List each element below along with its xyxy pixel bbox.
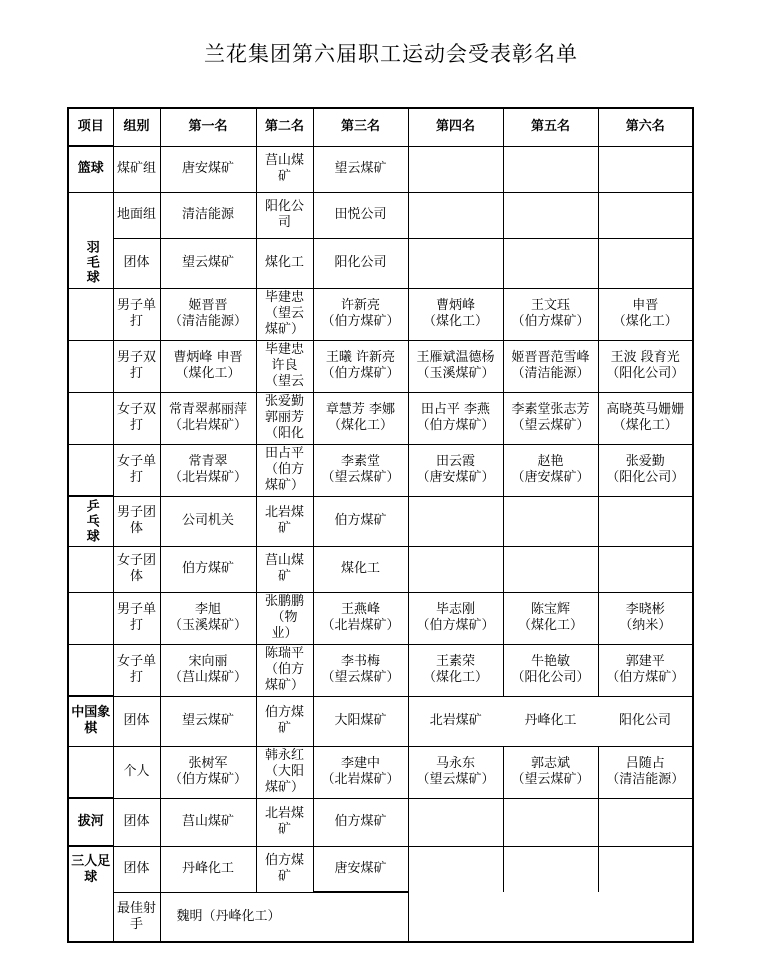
place-cell: 伯方煤矿 bbox=[160, 546, 256, 592]
place-cell: 毕志刚 （伯方煤矿） bbox=[408, 592, 503, 644]
place-cell: 望云煤矿 bbox=[160, 238, 256, 288]
group-cell: 男子双打 bbox=[113, 340, 160, 392]
category-blank bbox=[68, 592, 113, 644]
place-cell bbox=[408, 146, 503, 192]
group-cell: 煤矿组 bbox=[113, 146, 160, 192]
place-cell bbox=[503, 496, 598, 546]
place-cell bbox=[598, 846, 693, 892]
place-cell: 姬晋晋范雪峰 （清洁能源） bbox=[503, 340, 598, 392]
place-cell bbox=[598, 546, 693, 592]
category-blank bbox=[68, 546, 113, 592]
place-cell: 煤化工 bbox=[313, 546, 408, 592]
table-row bbox=[68, 892, 693, 942]
place-cell: 北岩煤 矿 bbox=[256, 496, 313, 546]
header-cell: 第四名 bbox=[408, 108, 503, 146]
table-row bbox=[68, 644, 693, 696]
place-cell bbox=[408, 238, 503, 288]
place-cell bbox=[598, 238, 693, 288]
header-cell: 第六名 bbox=[598, 108, 693, 146]
header-cell: 第二名 bbox=[256, 108, 313, 146]
place-cell: 常青翠 （北岩煤矿） bbox=[160, 444, 256, 496]
place-cell: 李建中 （北岩煤矿） bbox=[313, 746, 408, 798]
place-cell: 张树军 （伯方煤矿） bbox=[160, 746, 256, 798]
place-cell: 煤化工 bbox=[256, 238, 313, 288]
table-row bbox=[68, 798, 693, 846]
blank-cell bbox=[408, 892, 693, 942]
place-cell: 北岩煤矿 bbox=[408, 696, 503, 746]
place-cell: 王波 段育光 （阳化公司） bbox=[598, 340, 693, 392]
group-cell: 团体 bbox=[113, 798, 160, 846]
table-row bbox=[68, 846, 693, 892]
table-row bbox=[68, 340, 693, 392]
table-row bbox=[68, 444, 693, 496]
best-shooter-label: 最佳射手 bbox=[113, 892, 160, 942]
place-cell: 申晋 （煤化工） bbox=[598, 288, 693, 340]
place-cell: 陈宝辉 （煤化工） bbox=[503, 592, 598, 644]
place-cell: 望云煤矿 bbox=[160, 696, 256, 746]
place-cell bbox=[503, 846, 598, 892]
place-cell: 田占平 李燕 （伯方煤矿） bbox=[408, 392, 503, 444]
place-cell: 伯方煤 矿 bbox=[256, 696, 313, 746]
group-cell: 地面组 bbox=[113, 192, 160, 238]
table-row bbox=[68, 546, 693, 592]
category-blank bbox=[68, 892, 113, 942]
place-cell: 毕建忠 许良 （望云 bbox=[256, 340, 313, 392]
place-cell: 高晓英马姗姗 （煤化工） bbox=[598, 392, 693, 444]
place-cell: 田悦公司 bbox=[313, 192, 408, 238]
header-cell: 项目 bbox=[68, 108, 113, 146]
place-cell: 曹炳峰 申晋 （煤化工） bbox=[160, 340, 256, 392]
place-cell: 张爱勤 郭丽芳 （阳化 bbox=[256, 392, 313, 444]
place-cell: 北岩煤 矿 bbox=[256, 798, 313, 846]
table-row bbox=[68, 696, 693, 746]
group-cell: 个人 bbox=[113, 746, 160, 798]
place-cell: 田占平 （伯方 煤矿） bbox=[256, 444, 313, 496]
table-row bbox=[68, 746, 693, 798]
place-cell bbox=[408, 798, 503, 846]
place-cell: 宋向丽 （莒山煤矿） bbox=[160, 644, 256, 696]
place-cell: 马永东 （望云煤矿） bbox=[408, 746, 503, 798]
category-blank bbox=[68, 644, 113, 696]
place-cell: 清洁能源 bbox=[160, 192, 256, 238]
category-blank bbox=[68, 392, 113, 444]
place-cell: 阳化公司 bbox=[598, 696, 693, 746]
header-row bbox=[68, 108, 693, 146]
place-cell bbox=[598, 496, 693, 546]
category-chess: 中国象棋 bbox=[68, 696, 113, 746]
table-row bbox=[68, 392, 693, 444]
category-blank bbox=[68, 288, 113, 340]
place-cell: 吕随占 （清洁能源） bbox=[598, 746, 693, 798]
place-cell: 毕建忠 （望云 煤矿） bbox=[256, 288, 313, 340]
place-cell: 赵艳 （唐安煤矿） bbox=[503, 444, 598, 496]
place-cell: 曹炳峰 （煤化工） bbox=[408, 288, 503, 340]
category-football: 三人足球 bbox=[68, 846, 113, 892]
group-cell: 女子双打 bbox=[113, 392, 160, 444]
place-cell: 田云霞 （唐安煤矿） bbox=[408, 444, 503, 496]
award-table bbox=[67, 107, 694, 943]
category-blank bbox=[68, 340, 113, 392]
best-shooter-name: 魏明（丹峰化工） bbox=[160, 892, 408, 942]
group-cell: 团体 bbox=[113, 696, 160, 746]
table-row bbox=[68, 496, 693, 546]
group-cell: 男子单打 bbox=[113, 592, 160, 644]
place-cell bbox=[598, 192, 693, 238]
place-cell: 姬晋晋 （清洁能源） bbox=[160, 288, 256, 340]
group-cell: 男子团体 bbox=[113, 496, 160, 546]
category-blank bbox=[68, 192, 113, 238]
table-row bbox=[68, 238, 693, 288]
group-cell: 女子团体 bbox=[113, 546, 160, 592]
table-row bbox=[68, 192, 693, 238]
place-cell: 张鹏鹏 （物 业） bbox=[256, 592, 313, 644]
place-cell: 李素堂张志芳 （望云煤矿） bbox=[503, 392, 598, 444]
place-cell bbox=[408, 192, 503, 238]
place-cell bbox=[408, 846, 503, 892]
place-cell: 莒山煤 矿 bbox=[256, 546, 313, 592]
place-cell: 王燕峰 （北岩煤矿） bbox=[313, 592, 408, 644]
place-cell: 王素荣 （煤化工） bbox=[408, 644, 503, 696]
place-cell: 王曦 许新亮 （伯方煤矿） bbox=[313, 340, 408, 392]
place-cell: 伯方煤矿 bbox=[313, 496, 408, 546]
page-title: 兰花集团第六届职工运动会受表彰名单 bbox=[204, 42, 578, 66]
place-cell bbox=[503, 146, 598, 192]
place-cell: 莒山煤矿 bbox=[160, 798, 256, 846]
place-cell: 李旭 （玉溪煤矿） bbox=[160, 592, 256, 644]
place-cell: 唐安煤矿 bbox=[313, 846, 408, 892]
place-cell: 伯方煤矿 bbox=[313, 798, 408, 846]
place-cell bbox=[503, 238, 598, 288]
place-cell: 郭建平 （伯方煤矿） bbox=[598, 644, 693, 696]
place-cell: 王雁斌温德杨 （玉溪煤矿） bbox=[408, 340, 503, 392]
place-cell: 李晓彬 （纳米） bbox=[598, 592, 693, 644]
place-cell bbox=[598, 146, 693, 192]
place-cell: 常青翠郝丽萍 （北岩煤矿） bbox=[160, 392, 256, 444]
place-cell: 望云煤矿 bbox=[313, 146, 408, 192]
place-cell: 韩永红 （大阳 煤矿） bbox=[256, 746, 313, 798]
place-cell: 大阳煤矿 bbox=[313, 696, 408, 746]
header-cell: 第五名 bbox=[503, 108, 598, 146]
table-row bbox=[68, 288, 693, 340]
category-blank bbox=[68, 444, 113, 496]
place-cell: 王文珏 （伯方煤矿） bbox=[503, 288, 598, 340]
place-cell: 伯方煤 矿 bbox=[256, 846, 313, 892]
group-cell: 男子单打 bbox=[113, 288, 160, 340]
table-row bbox=[68, 592, 693, 644]
place-cell: 公司机关 bbox=[160, 496, 256, 546]
category-basketball: 篮球 bbox=[68, 146, 113, 192]
place-cell: 丹峰化工 bbox=[503, 696, 598, 746]
group-cell: 女子单打 bbox=[113, 444, 160, 496]
place-cell: 牛艳敏 （阳化公司） bbox=[503, 644, 598, 696]
place-cell bbox=[503, 192, 598, 238]
group-cell: 团体 bbox=[113, 238, 160, 288]
header-cell: 第一名 bbox=[160, 108, 256, 146]
place-cell: 许新亮 （伯方煤矿） bbox=[313, 288, 408, 340]
category-tug: 拔河 bbox=[68, 798, 113, 846]
place-cell: 章慧芳 李娜 （煤化工） bbox=[313, 392, 408, 444]
place-cell: 唐安煤矿 bbox=[160, 146, 256, 192]
place-cell bbox=[408, 546, 503, 592]
category-blank bbox=[68, 746, 113, 798]
place-cell: 阳化公 司 bbox=[256, 192, 313, 238]
place-cell: 郭志斌 （望云煤矿） bbox=[503, 746, 598, 798]
place-cell: 张爱勤 （阳化公司） bbox=[598, 444, 693, 496]
header-cell: 组别 bbox=[113, 108, 160, 146]
place-cell bbox=[503, 546, 598, 592]
place-cell bbox=[408, 496, 503, 546]
place-cell: 莒山煤 矿 bbox=[256, 146, 313, 192]
category-badminton: 羽毛球 bbox=[68, 238, 113, 288]
table-row bbox=[68, 146, 693, 192]
group-cell: 女子单打 bbox=[113, 644, 160, 696]
place-cell: 阳化公司 bbox=[313, 238, 408, 288]
place-cell: 李书梅 （望云煤矿） bbox=[313, 644, 408, 696]
place-cell: 李素堂 （望云煤矿） bbox=[313, 444, 408, 496]
category-pingpong: 乒乓球 bbox=[68, 496, 113, 546]
place-cell bbox=[503, 798, 598, 846]
group-cell: 团体 bbox=[113, 846, 160, 892]
place-cell: 丹峰化工 bbox=[160, 846, 256, 892]
place-cell bbox=[598, 798, 693, 846]
place-cell: 陈瑞平 （伯方 煤矿） bbox=[256, 644, 313, 696]
header-cell: 第三名 bbox=[313, 108, 408, 146]
